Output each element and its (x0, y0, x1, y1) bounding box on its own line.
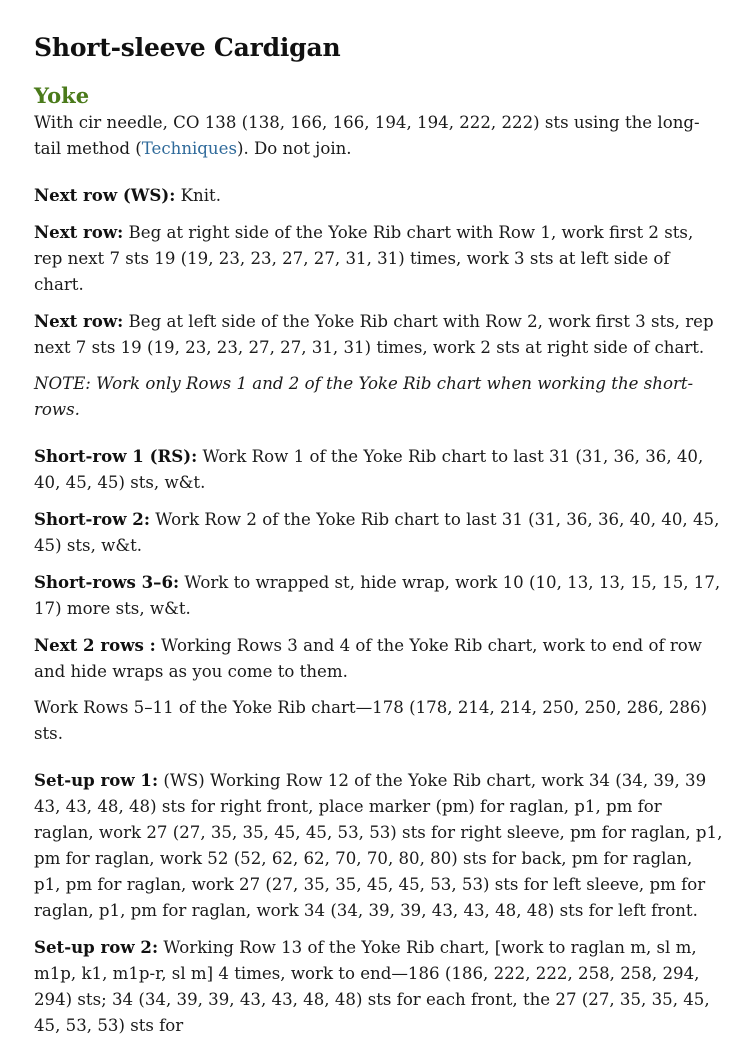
instruction-short-row-1 (34, 443, 724, 496)
instruction-short-row-2 (34, 506, 724, 559)
instruction-label: Short-row 2: (34, 509, 150, 529)
instruction-short-rows-3-6 (34, 569, 724, 622)
instruction-text: Beg at right side of the Yoke Rib chart with Row 1, work first 2 sts, rep next 7 sts 19 (19, 23, 23, 27, 27, 31, 31) times, work 3 sts at left side of chart. (34, 223, 694, 294)
document-page (34, 30, 724, 1039)
intro-paragraph (34, 110, 724, 162)
instruction-text: Work Row 2 of the Yoke Rib chart to last 31 (31, 36, 36, 40, 40, 45, 45) sts, w&t. (34, 510, 720, 555)
instruction-text: Work Row 1 of the Yoke Rib chart to last 31 (31, 36, 36, 40, 40, 45, 45) sts, w&t. (34, 447, 704, 492)
instruction-setup-row-1 (34, 767, 724, 924)
instruction-label: Next 2 rows : (34, 635, 156, 655)
note-paragraph (34, 371, 724, 423)
page-title: Short-sleeve Cardigan (34, 33, 341, 62)
note-text: NOTE: Work only Rows 1 and 2 of the Yoke Rib chart when working the short-rows. (34, 374, 694, 419)
instruction-text: Work to wrapped st, hide wrap, work 10 (10, 13, 13, 15, 15, 17, 17) more sts, w&t. (34, 573, 721, 618)
instruction-rows-5-11: Work Rows 5–11 of the Yoke Rib chart—178 (178, 214, 214, 250, 250, 286, 286) sts. (34, 698, 708, 743)
intro-text-start: With cir needle, CO 138 (138, 166, 166, 194, 194, 222, 222) sts using the long-tail method ( (34, 113, 700, 158)
instruction-label: Set-up row 2: (34, 937, 159, 957)
instruction-text: (WS) Working Row 12 of the Yoke Rib chart, work 34 (34, 39, 39 43, 43, 48, 48) sts for right front, place marker (pm) for raglan, p1, pm for raglan, work 27 (27, 35, 35, 45, 45, 53, 53) sts for right sleeve, pm for raglan, p1, pm for raglan, work 52 (52, 62, 62, 70, 70, 80, 80) sts for back, pm for raglan, p1, pm for raglan, work 27 (27, 35, 35, 45, 45, 53, 53) sts for left sleeve, pm for raglan, p1, pm for raglan, work 34 (34, 39, 39, 43, 43, 48, 48) sts for left front. (34, 771, 723, 920)
instruction-text: Working Row 13 of the Yoke Rib chart, [work to raglan m, sl m, m1p, k1, m1p-r, sl m] 4 times, work to end—186 (186, 222, 222, 258, 258, 294, 294) sts; 34 (34, 39, 39, 43, 43, 48, 48) sts for each front, the 27 (27, 35, 35, 45, 45, 53, 53) sts for (34, 938, 710, 1035)
instruction-label: Next row: (34, 222, 124, 242)
instruction-text: Beg at left side of the Yoke Rib chart with Row 2, work first 3 sts, rep next 7 sts 19 (19, 23, 23, 27, 27, 31, 31) times, work 2 sts at right side of chart. (34, 312, 714, 357)
instruction-next-row-2 (34, 308, 724, 361)
instruction-setup-row-2 (34, 934, 724, 1039)
techniques-link[interactable]: Techniques (141, 139, 237, 158)
intro-text-end: ). Do not join. (236, 139, 352, 158)
section-heading-yoke: Yoke (34, 83, 90, 108)
instruction-next-row-ws (34, 182, 724, 209)
instruction-next-row-1 (34, 219, 724, 298)
instruction-label: Next row: (34, 311, 124, 331)
instruction-label: Short-rows 3–6: (34, 572, 180, 592)
instruction-text: Knit. (175, 186, 221, 205)
instruction-next-2-rows (34, 632, 724, 685)
instruction-text: Working Rows 3 and 4 of the Yoke Rib chart, work to end of row and hide wraps as you come to them. (34, 636, 702, 681)
instruction-label: Short-row 1 (RS): (34, 446, 198, 466)
instruction-label: Set-up row 1: (34, 770, 159, 790)
instruction-label: Next row (WS): (34, 185, 176, 205)
